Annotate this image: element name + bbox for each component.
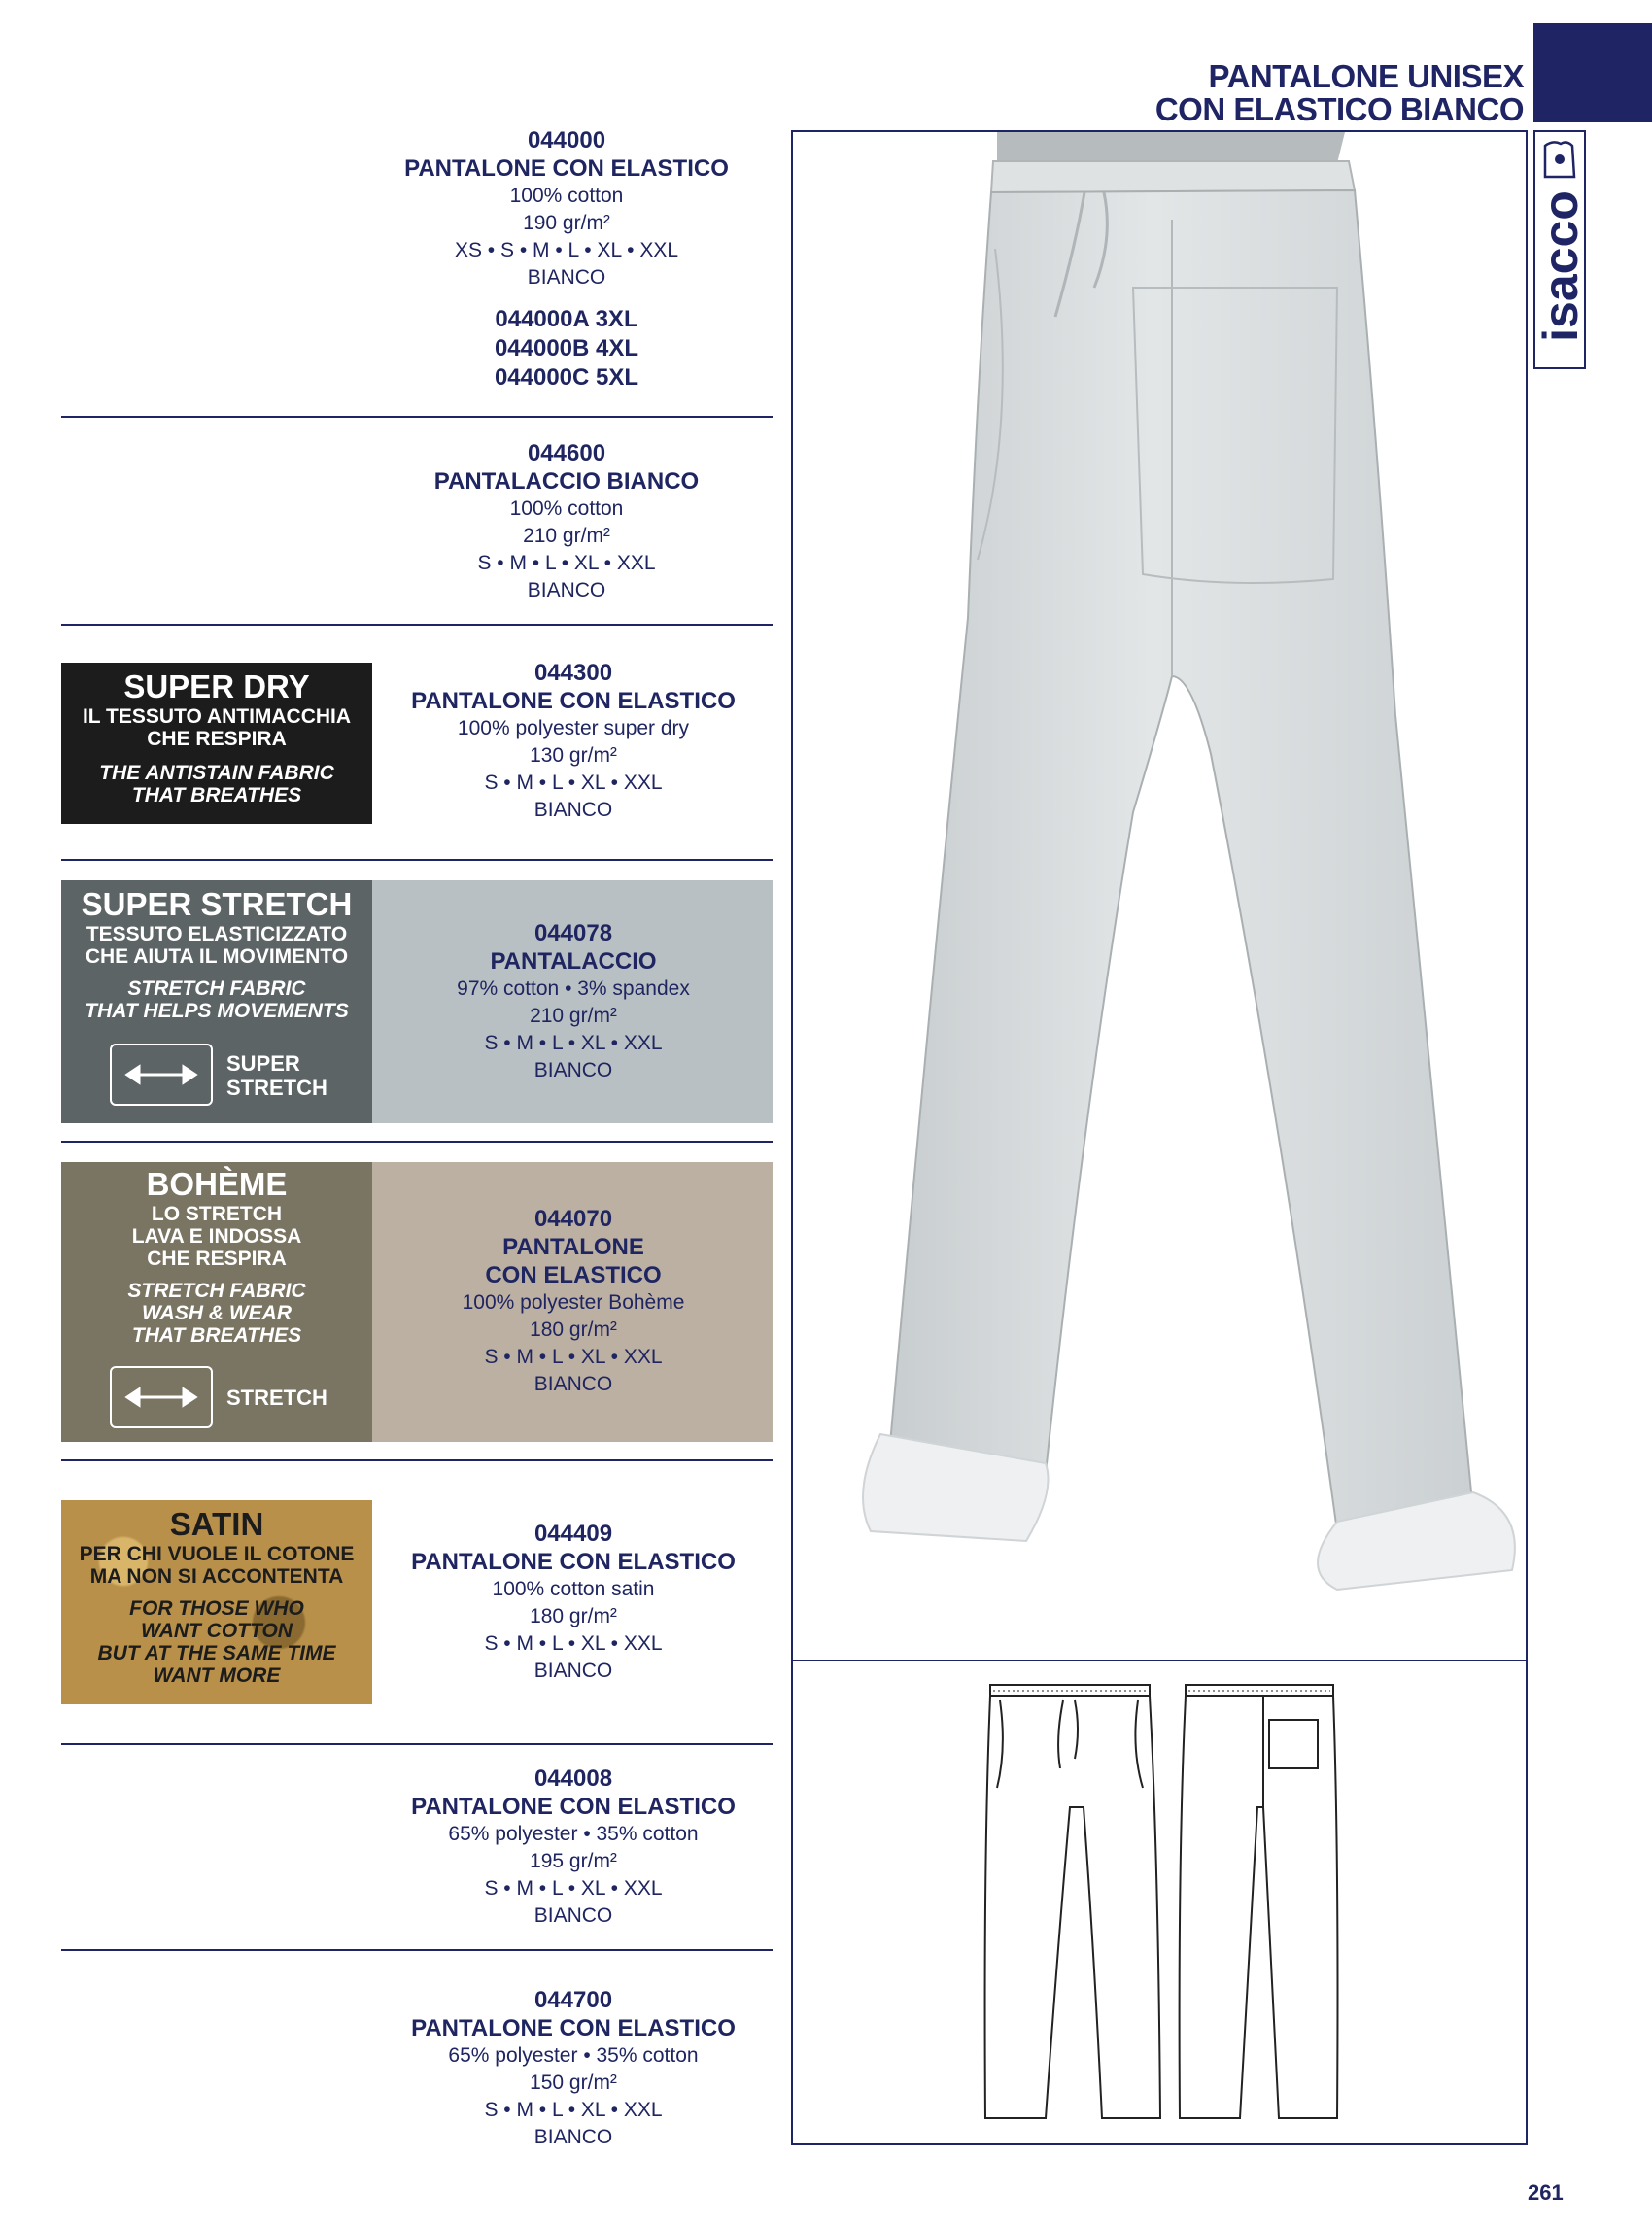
brand-name: isacco: [1533, 190, 1588, 342]
product-variant: 044000C 5XL: [494, 364, 639, 391]
section-divider: [61, 1743, 773, 1745]
product-color: BIANCO: [533, 799, 613, 821]
product-sizes: S • M • L • XL • XXL: [484, 2099, 663, 2121]
label-title: SUPER DRY: [123, 668, 310, 704]
label-it-line: LAVA E INDOSSA: [131, 1225, 302, 1248]
product-code: 044000: [527, 127, 606, 154]
section-divider: [61, 1949, 773, 1951]
section-divider: [61, 624, 773, 626]
product-weight: 130 gr/m²: [530, 744, 617, 767]
product-variant: 044000B 4XL: [494, 335, 639, 361]
product-composition: 65% polyester • 35% cotton: [448, 2044, 699, 2067]
product-color: BIANCO: [533, 1059, 613, 1081]
product-code: 044700: [533, 1987, 613, 2013]
page-title-line1: PANTALONE UNISEX: [1208, 58, 1524, 94]
product-044409: [379, 1520, 768, 1685]
product-name: PANTALONE CON ELASTICO: [411, 2015, 736, 2041]
product-composition: 100% polyester Bohème: [462, 1291, 685, 1314]
label-it-line: CHE RESPIRA: [147, 728, 287, 750]
product-sizes: S • M • L • XL • XXL: [484, 1346, 663, 1368]
brand-logo: [1533, 130, 1586, 369]
product-code: 044300: [533, 660, 613, 686]
product-weight: 180 gr/m²: [530, 1318, 617, 1341]
product-composition: 100% cotton: [509, 497, 624, 520]
product-name: PANTALONE CON ELASTICO: [411, 1549, 736, 1575]
page-title: [843, 60, 1524, 126]
label-en-line: STRETCH FABRIC: [127, 1280, 306, 1302]
stretch-arrow-icon: [110, 1366, 213, 1428]
product-weight: 180 gr/m²: [530, 1605, 617, 1627]
product-sizes: S • M • L • XL • XXL: [484, 1877, 663, 1900]
product-name: PANTALACCIO: [490, 948, 657, 975]
page-number: 261: [1528, 2180, 1564, 2205]
stretch-icon-label: STRETCH: [226, 1076, 327, 1100]
superdry-label: [61, 663, 372, 824]
product-composition: 65% polyester • 35% cotton: [448, 1823, 699, 1845]
product-variant: 044000A 3XL: [495, 306, 638, 332]
product-composition: 100% cotton: [509, 185, 624, 207]
product-name: PANTALONE CON ELASTICO: [411, 688, 736, 714]
product-weight: 210 gr/m²: [530, 1005, 617, 1027]
product-044300: [379, 659, 768, 824]
section-divider: [61, 1141, 773, 1143]
product-name: PANTALONE CON ELASTICO: [411, 1794, 736, 1820]
boheme-label: [61, 1162, 372, 1442]
product-044070: [379, 1205, 768, 1398]
stretch-icon-label: SUPER: [226, 1051, 300, 1076]
product-044008: [379, 1764, 768, 1930]
label-en-line: BUT AT THE SAME TIME: [97, 1642, 336, 1664]
product-name: PANTALACCIO BIANCO: [433, 468, 700, 495]
product-weight: 150 gr/m²: [530, 2072, 617, 2094]
product-code: 044078: [533, 920, 613, 946]
label-en-line: STRETCH FABRIC: [127, 977, 306, 1000]
product-composition: 97% cotton • 3% spandex: [457, 977, 690, 1000]
product-044600: [372, 439, 761, 604]
product-sizes: S • M • L • XL • XXL: [484, 1632, 663, 1655]
product-044700: [379, 1986, 768, 2151]
product-sizes: S • M • L • XL • XXL: [477, 552, 656, 574]
product-sizes: S • M • L • XL • XXL: [484, 1032, 663, 1054]
product-code: 044600: [527, 440, 606, 466]
product-color: BIANCO: [527, 266, 606, 289]
product-color: BIANCO: [533, 1373, 613, 1395]
label-it-line: MA NON SI ACCONTENTA: [89, 1565, 344, 1588]
stretch-icon-label: STRETCH: [226, 1386, 327, 1410]
pants-technical-drawing: [793, 1661, 1526, 2143]
label-en-line: WANT COTTON: [141, 1620, 293, 1642]
product-image-frame: [791, 130, 1528, 2145]
label-en-line: WASH & WEAR: [142, 1302, 292, 1324]
product-name: PANTALONE: [502, 1234, 644, 1260]
superstretch-label: [61, 880, 372, 1123]
product-044078: [379, 919, 768, 1084]
label-en-line: THAT HELPS MOVEMENTS: [85, 1000, 349, 1022]
product-sizes: S • M • L • XL • XXL: [484, 771, 663, 794]
product-weight: 210 gr/m²: [523, 525, 610, 547]
section-divider: [61, 859, 773, 861]
section-divider: [61, 416, 773, 418]
stretch-arrow-icon: [110, 1044, 213, 1106]
label-en-line: THAT BREATHES: [131, 1324, 302, 1347]
label-it-line: TESSUTO ELASTICIZZATO: [86, 923, 348, 945]
page-title-line2: CON ELASTICO BIANCO: [1154, 91, 1524, 127]
label-it-line: IL TESSUTO ANTIMACCHIA: [82, 705, 352, 728]
pants-photo: [793, 132, 1526, 1660]
product-composition: 100% polyester super dry: [457, 717, 690, 739]
satin-label: [61, 1500, 372, 1704]
product-code: 044070: [533, 1206, 613, 1232]
product-sizes: XS • S • M • L • XL • XXL: [454, 239, 679, 261]
label-title: SUPER STRETCH: [81, 886, 353, 922]
product-color: BIANCO: [533, 1904, 613, 1927]
label-it-line: CHE RESPIRA: [147, 1248, 287, 1270]
product-code: 044409: [533, 1521, 613, 1547]
product-name: CON ELASTICO: [485, 1262, 662, 1288]
label-en-line: FOR THOSE WHO: [129, 1597, 304, 1620]
product-color: BIANCO: [533, 2126, 613, 2148]
product-code: 044008: [533, 1765, 613, 1792]
label-en-line: THAT BREATHES: [131, 784, 302, 806]
label-en-line: WANT MORE: [153, 1664, 281, 1687]
product-color: BIANCO: [533, 1660, 613, 1682]
product-color: BIANCO: [527, 579, 606, 601]
label-title: BOHÈME: [146, 1166, 288, 1202]
product-name: PANTALONE CON ELASTICO: [404, 155, 729, 182]
product-weight: 195 gr/m²: [530, 1850, 617, 1872]
product-044000: [372, 126, 761, 393]
product-weight: 190 gr/m²: [523, 212, 610, 234]
section-divider: [61, 1459, 773, 1461]
label-en-line: THE ANTISTAIN FABRIC: [99, 762, 334, 784]
label-title: SATIN: [169, 1506, 264, 1542]
product-composition: 100% cotton satin: [492, 1578, 655, 1600]
label-it-line: LO STRETCH: [151, 1203, 283, 1225]
label-it-line: CHE AIUTA IL MOVIMENTO: [85, 945, 349, 968]
corner-color-block: [1533, 23, 1652, 122]
label-it-line: PER CHI VUOLE IL COTONE: [79, 1543, 355, 1565]
